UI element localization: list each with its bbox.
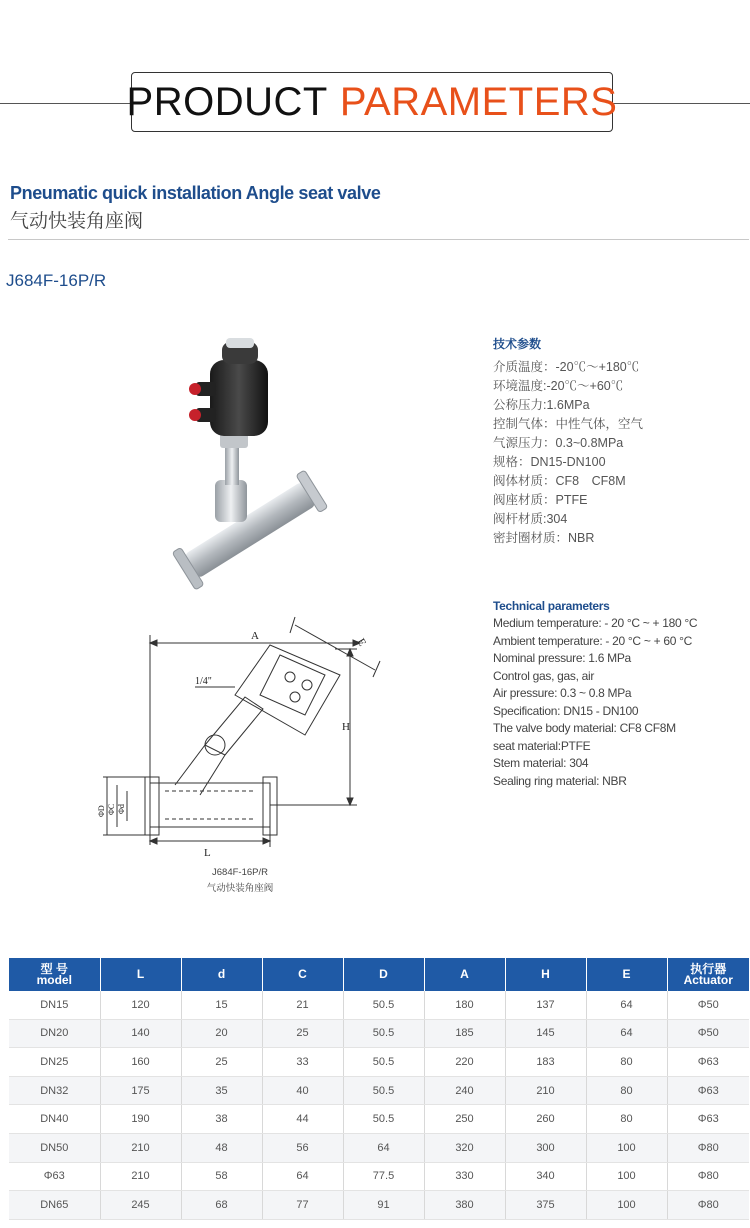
product-name-en: Pneumatic quick installation Angle seat valve: [10, 183, 381, 203]
column-header-d-small: d: [181, 958, 262, 991]
table-cell: 183: [505, 1048, 586, 1077]
header-title-black: PRODUCT: [126, 79, 328, 124]
table-cell: Φ50: [667, 1019, 749, 1048]
table-cell: Φ80: [667, 1133, 749, 1162]
spec-en-item: Air pressure: 0.3 ~ 0.8 MPa: [493, 686, 632, 700]
column-header-d: D: [343, 958, 424, 991]
table-row: [9, 1048, 749, 1077]
table-cell: 64: [343, 1133, 424, 1162]
table-cell: 15: [181, 991, 262, 1019]
table-cell: 50.5: [343, 1105, 424, 1134]
table-cell: 137: [505, 991, 586, 1019]
spec-en-item: Ambient temperature: - 20 °C ~ + 60 °C: [493, 633, 692, 648]
table-cell: 20: [181, 1019, 262, 1048]
spec-cn-item: 阀体材质：CF8 CF8M: [493, 474, 626, 488]
table-cell: 175: [100, 1076, 181, 1105]
table-cell: 77: [262, 1191, 343, 1220]
table-cell: 100: [586, 1133, 667, 1162]
dim-label-c: ΦC: [107, 803, 116, 815]
column-header-h: H: [505, 958, 586, 991]
title-divider: [8, 239, 749, 240]
table-cell: 185: [424, 1019, 505, 1048]
table-cell: 300: [505, 1133, 586, 1162]
spec-en-item: Control gas, gas, air: [493, 668, 595, 683]
table-cell: 25: [181, 1048, 262, 1077]
header-rule-left: [0, 103, 131, 104]
table-cell: 77.5: [343, 1162, 424, 1191]
spec-en-item: Specification: DN15 - DN100: [493, 703, 639, 718]
column-header-l: L: [100, 958, 181, 991]
spec-en-item: Nominal pressure: 1.6 MPa: [493, 651, 631, 665]
header-title-orange: PARAMETERS: [339, 79, 618, 124]
table-cell: Φ63: [9, 1162, 100, 1191]
table-cell: 160: [100, 1048, 181, 1077]
table-cell: 50.5: [343, 991, 424, 1019]
table-cell: Φ50: [667, 991, 749, 1019]
dim-label-d-outer: ΦD: [97, 805, 106, 817]
column-header-actuator: [667, 958, 749, 991]
spec-cn-item: 规格：DN15-DN100: [493, 455, 606, 469]
header-rule-right: [613, 103, 750, 104]
port-label: 1/4": [195, 676, 212, 687]
product-model: J684F-16P/R: [6, 271, 107, 290]
drawing-caption-model: J684F-16P/R: [212, 867, 268, 878]
specs-en-list: [493, 615, 697, 790]
table-cell: 38: [181, 1105, 262, 1134]
table-cell: 80: [586, 1048, 667, 1077]
column-header-a: A: [424, 958, 505, 991]
table-cell: Φ80: [667, 1162, 749, 1191]
column-header-cn: 型 号: [40, 961, 68, 976]
table-cell: 190: [100, 1105, 181, 1134]
table-cell: DN20: [9, 1019, 100, 1048]
spec-cn-item: 介质温度：-20℃～+180℃: [493, 360, 640, 374]
table-cell: 100: [586, 1191, 667, 1220]
table-cell: 91: [343, 1191, 424, 1220]
table-cell: 40: [262, 1076, 343, 1105]
table-cell: 330: [424, 1162, 505, 1191]
spec-cn-item: 密封圈材质：NBR: [493, 531, 595, 545]
column-header-en: Actuator: [683, 972, 733, 987]
dim-label-h: H: [342, 721, 350, 733]
spec-en-item: The valve body material: CF8 CF8M: [493, 721, 676, 735]
column-header-en: model: [36, 972, 72, 987]
table-cell: 80: [586, 1105, 667, 1134]
table-cell: DN25: [9, 1048, 100, 1077]
table-cell: DN40: [9, 1105, 100, 1134]
spec-en-item: Sealing ring material: NBR: [493, 773, 627, 788]
column-header-model: [9, 958, 100, 991]
table-row: [9, 991, 749, 1019]
column-header-e: E: [586, 958, 667, 991]
table-cell: DN50: [9, 1133, 100, 1162]
table-cell: 64: [586, 1019, 667, 1048]
product-name-cn: 气动快装角座阀: [10, 211, 144, 232]
table-cell: 64: [586, 991, 667, 1019]
table-cell: 210: [505, 1076, 586, 1105]
dim-label-l: L: [204, 847, 211, 859]
table-cell: 245: [100, 1191, 181, 1220]
table-cell: 180: [424, 991, 505, 1019]
table-cell: 320: [424, 1133, 505, 1162]
table-cell: 50.5: [343, 1048, 424, 1077]
drawing-caption-name: 气动快装角座阀: [206, 883, 274, 894]
valve-photo: [170, 330, 330, 600]
table-cell: 58: [181, 1162, 262, 1191]
table-cell: 33: [262, 1048, 343, 1077]
table-cell: 21: [262, 991, 343, 1019]
dim-label-d-inner: Φd: [117, 804, 126, 814]
table-cell: 375: [505, 1191, 586, 1220]
table-cell: Φ63: [667, 1076, 749, 1105]
spec-cn-item: 公称压力:1.6MPa: [493, 398, 590, 412]
table-cell: 240: [424, 1076, 505, 1105]
table-cell: 25: [262, 1019, 343, 1048]
table-cell: 50.5: [343, 1076, 424, 1105]
spec-cn-item: 气源压力：0.3~0.8MPa: [493, 436, 624, 450]
spec-en-item: Stem material: 304: [493, 756, 589, 770]
table-cell: 140: [100, 1019, 181, 1048]
table-cell: 48: [181, 1133, 262, 1162]
table-cell: 250: [424, 1105, 505, 1134]
table-row: [9, 1105, 749, 1134]
spec-cn-item: 环境温度:-20℃～+60℃: [493, 379, 624, 393]
table-cell: DN15: [9, 991, 100, 1019]
specs-en-heading: Technical parameters: [493, 599, 610, 613]
table-cell: 35: [181, 1076, 262, 1105]
table-cell: 210: [100, 1133, 181, 1162]
table-cell: 380: [424, 1191, 505, 1220]
table-cell: Φ63: [667, 1105, 749, 1134]
section-header: [126, 72, 618, 132]
table-row: [9, 1191, 749, 1220]
table-header-row: [9, 958, 749, 991]
table-cell: 145: [505, 1019, 586, 1048]
table-row: [9, 1019, 749, 1048]
spec-cn-item: 阀杆材质:304: [493, 512, 568, 526]
dim-label-e: E: [354, 636, 369, 649]
table-cell: 44: [262, 1105, 343, 1134]
table-cell: DN32: [9, 1076, 100, 1105]
specs-cn-list: [493, 358, 643, 548]
table-row: [9, 1162, 749, 1191]
table-cell: 50.5: [343, 1019, 424, 1048]
table-cell: Φ63: [667, 1048, 749, 1077]
table-cell: 64: [262, 1162, 343, 1191]
dim-label-a: A: [251, 630, 259, 642]
spec-cn-item: 阀座材质：PTFE: [493, 493, 588, 507]
table-cell: 340: [505, 1162, 586, 1191]
table-row: [9, 1076, 749, 1105]
table-cell: 80: [586, 1076, 667, 1105]
table-cell: DN65: [9, 1191, 100, 1220]
table-cell: 100: [586, 1162, 667, 1191]
table-cell: 260: [505, 1105, 586, 1134]
table-cell: 120: [100, 991, 181, 1019]
table-cell: Φ80: [667, 1191, 749, 1220]
valve-drawing: [95, 605, 395, 865]
column-header-c: C: [262, 958, 343, 991]
table-row: [9, 1133, 749, 1162]
parameter-table: [9, 958, 749, 1220]
spec-cn-item: 控制气体：中性气体，空气: [493, 417, 644, 431]
spec-en-item: seat material:PTFE: [493, 738, 591, 753]
column-header-cn: 执行器: [690, 961, 727, 976]
table-cell: 68: [181, 1191, 262, 1220]
table-cell: 220: [424, 1048, 505, 1077]
specs-cn-heading: 技术参数: [493, 337, 542, 351]
table-cell: 56: [262, 1133, 343, 1162]
table-cell: 210: [100, 1162, 181, 1191]
spec-en-item: Medium temperature: - 20 °C ~ + 180 °C: [493, 616, 698, 630]
